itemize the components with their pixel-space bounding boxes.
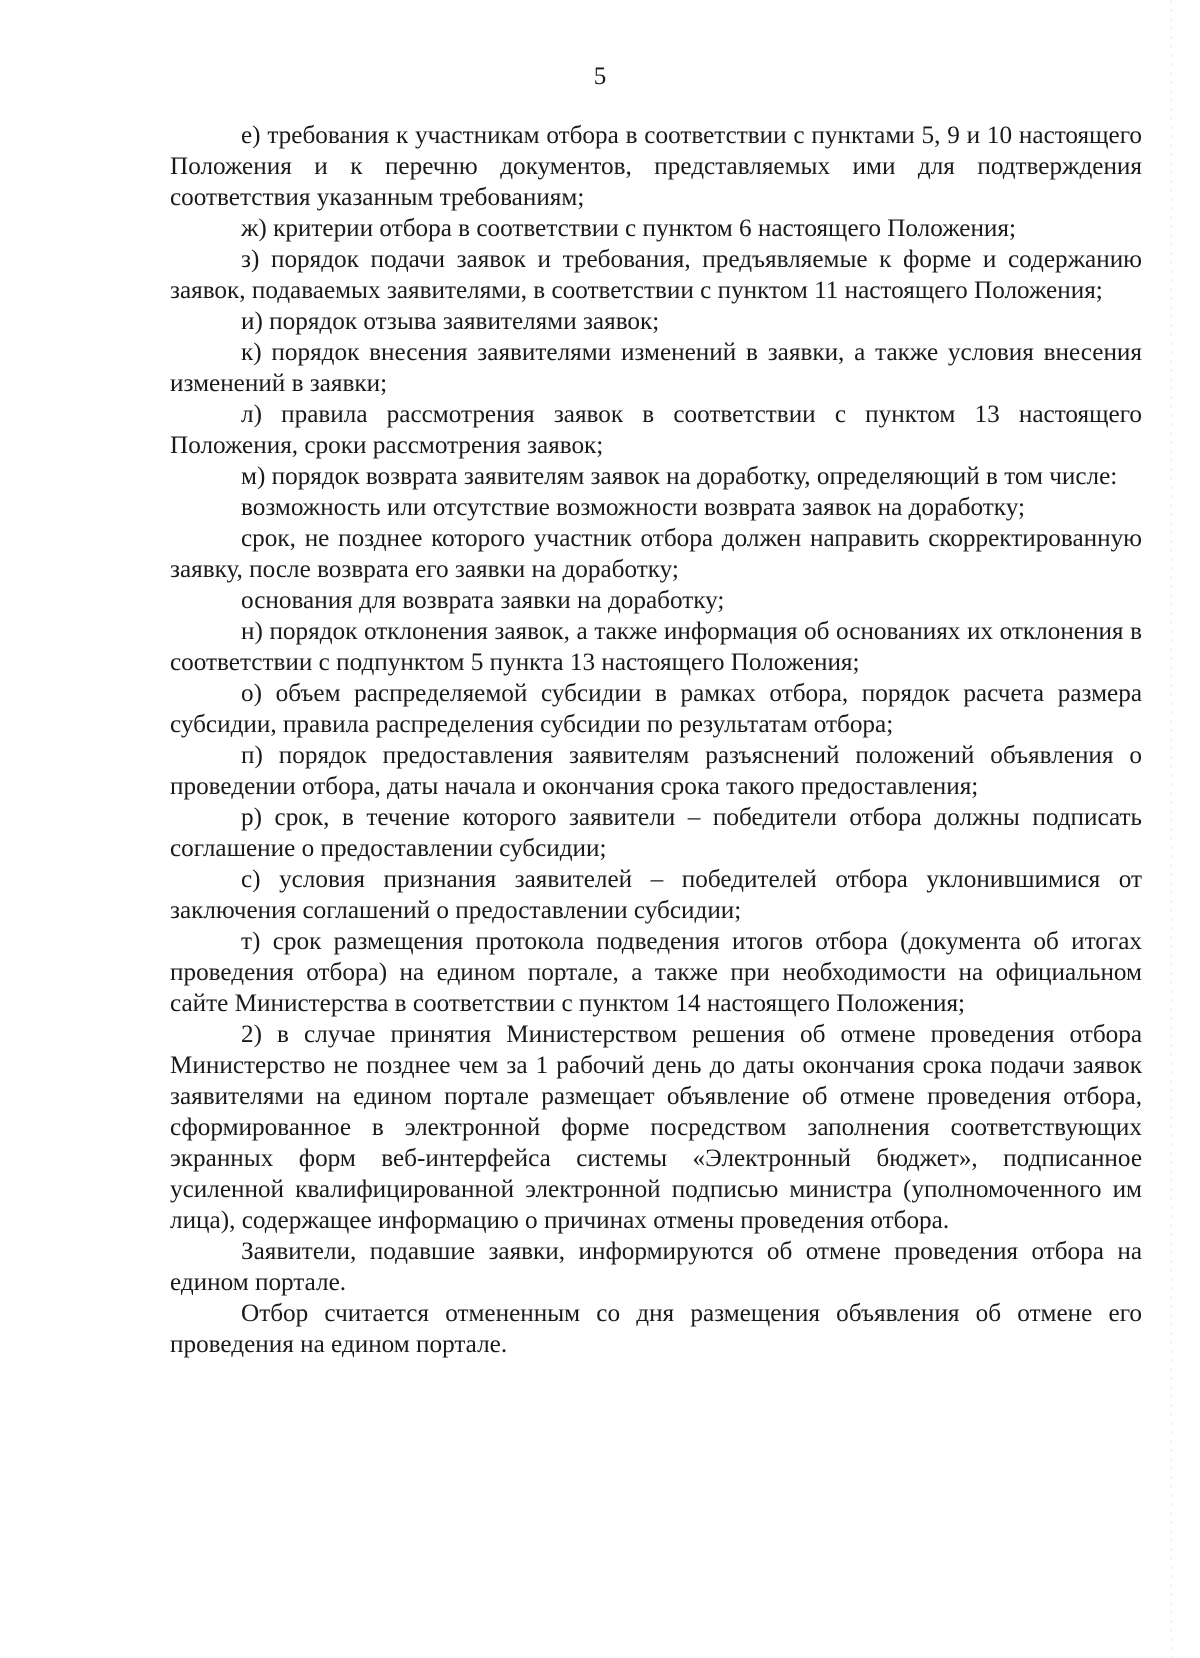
paragraph-k: к) порядок внесения заявителями изменений в заявки, а также условия внесения изменений в заявки;: [170, 339, 1142, 397]
paragraph-t: т) срок размещения протокола подведения итогов отбора (документа об итогах проведения отбора) на едином портале, а также при необходимости на официальном сайте Министерства в соответствии с пунктом 14 настоящего Положения;: [170, 928, 1142, 1017]
paragraph-o: о) объем распределяемой субсидии в рамках отбора, порядок расчета размера субсидии, правила распределения субсидии по результатам отбора;: [170, 680, 1142, 738]
paragraph-r: р) срок, в течение которого заявители – победители отбора должны подписать соглашение о предоставлении субсидии;: [170, 804, 1142, 862]
paragraph-n: н) порядок отклонения заявок, а также информация об основаниях их отклонения в соответствии с подпунктом 5 пункта 13 настоящего Положения;: [170, 618, 1142, 676]
paragraph-e: е) требования к участникам отбора в соответствии с пунктами 5, 9 и 10 настоящего Положения и к перечню документов, представляемых ими для подтверждения соответствия указанным требованиям;: [170, 122, 1142, 211]
paragraph-m: м) порядок возврата заявителям заявок на доработку, определяющий в том числе:: [241, 463, 1118, 490]
paragraph-m-item-1: возможность или отсутствие возможности возврата заявок на доработку;: [241, 494, 1025, 521]
scan-edge-line: [1171, 0, 1172, 1658]
paragraph-z: з) порядок подачи заявок и требования, предъявляемые к форме и содержанию заявок, подаваемых заявителями, в соответствии с пунктом 11 настоящего Положения;: [170, 246, 1142, 304]
paragraph-m-item-3: основания для возврата заявки на доработку;: [241, 587, 725, 614]
paragraph-s: с) условия признания заявителей – победителей отбора уклонившимися от заключения соглашений о предоставлении субсидии;: [170, 866, 1142, 924]
paragraph-item-2: 2) в случае принятия Министерством решения об отмене проведения отбора Министерство не позднее чем за 1 рабочий день до даты окончания срока подачи заявок заявителями на едином портале размещает объявление об отмене проведения отбора, сформированное в электронной форме посредством заполнения соответствующих экранных форм веб-интерфейса системы «Электронный бюджет», подписанное усиленной квалифицированной электронной подписью министра (уполномоченного им лица), содержащее информацию о причинах отмены проведения отбора.: [170, 1021, 1142, 1234]
paragraph-m-item-2: срок, не позднее которого участник отбора должен направить скорректированную заявку, после возврата его заявки на доработку;: [170, 525, 1142, 583]
document-body: [170, 120, 1142, 1360]
paragraph-l: л) правила рассмотрения заявок в соответствии с пунктом 13 настоящего Положения, сроки рассмотрения заявок;: [170, 401, 1142, 459]
paragraph-applicants-informed: Заявители, подавшие заявки, информируются об отмене проведения отбора на едином портале.: [170, 1238, 1142, 1296]
paragraph-i: и) порядок отзыва заявителями заявок;: [241, 308, 660, 335]
paragraph-p: п) порядок предоставления заявителям разъяснений положений объявления о проведении отбора, даты начала и окончания срока такого предоставления;: [170, 742, 1142, 800]
page-number: 5: [593, 63, 607, 90]
paragraph-zh: ж) критерии отбора в соответствии с пунктом 6 настоящего Положения;: [241, 215, 1016, 242]
paragraph-selection-cancelled: Отбор считается отмененным со дня размещения объявления об отмене его проведения на едином портале.: [170, 1300, 1142, 1358]
